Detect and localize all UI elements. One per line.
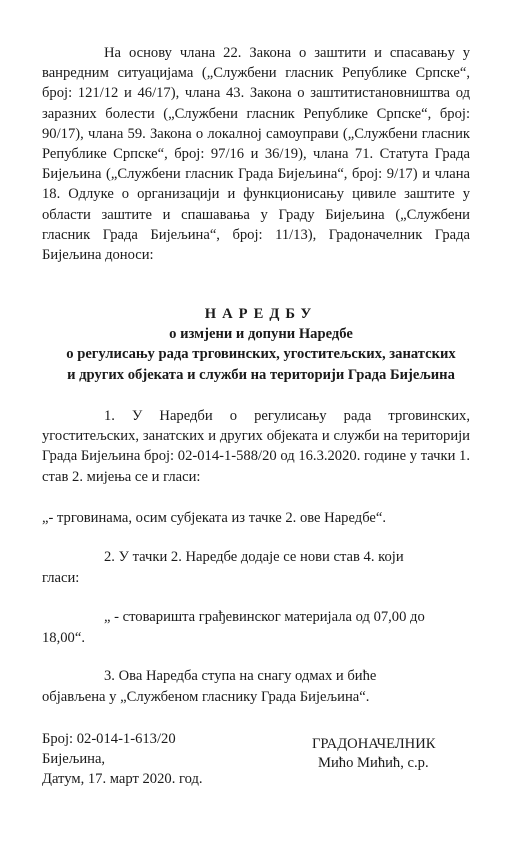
item-3-line-1: 3. Ова Наредба ступа на снагу одмах и биће: [104, 668, 377, 684]
item-2-line-2: гласи:: [42, 570, 80, 586]
date-label: Датум, 17. март 2020. год.: [42, 771, 203, 787]
quote-1: „- трговинама, осим субјеката из тачке 2. ове Наредбе“.: [42, 510, 387, 526]
item-1-paragraph: 1. У Наредби о регулисању рада трговинских, угоститељских, занатских и других објеката и служби на територији Града Бијељина број: 02-014-1-588/20 од 16.3.2020. године у тачки 1. став 2. мијења се и гласи:: [42, 408, 470, 485]
reference-number: Број: 02-014-1-613/20: [42, 731, 176, 747]
signatory-office: ГРАДОНАЧЕЛНИК: [312, 736, 436, 752]
quote-2-line-1: „ - стоваришта грађевинског материјала од 07,00 до: [104, 609, 425, 625]
item-3-line-2: објављена у „Службеном гласнику Града Бијељина“.: [42, 689, 370, 705]
preamble-paragraph: На основу члана 22. Закона о заштити и спасавању у ванредним ситуацијама („Службени гласник Републике Српске“, број: 121/12 и 46/17), члана 43. Закона о заштитистановништва од заразних болести („Службени гласник Републике Српске“, број: 90/17), члана 59. Закона о локалној самоуправи („Службени гласник Републике Српске“, број: 97/16 и 36/19), члана 71. Статута Града Бијељина („Службени гласник Града Бијељина“, број: 9/17) и члана 18. Одлуке о организацији и функционисању цивиле заштите у области заштите и спашавања у Граду Бијељина („Службени гласник Града Бијељина“, број: 11/13), Градоначелник Града Бијељина доноси:: [42, 45, 470, 264]
quote-2-line-2: 18,00“.: [42, 630, 85, 646]
title-line-3: и других објеката и служби на територији Града Бијељина: [67, 366, 455, 383]
title-line-2: о регулисању рада трговинских, угоститељских, занатских: [66, 346, 456, 363]
place-label: Бијељина,: [42, 751, 106, 767]
title-line-1: о измјени и допуни Наредбе: [169, 326, 353, 343]
title-heading: НАРЕДБУ: [204, 306, 318, 322]
signatory-name: Мићо Мићић, с.р.: [318, 755, 429, 771]
item-2-line-1: 2. У тачки 2. Наредбе додаје се нови став 4. који: [104, 549, 404, 565]
decision-title: [20, 304, 502, 385]
